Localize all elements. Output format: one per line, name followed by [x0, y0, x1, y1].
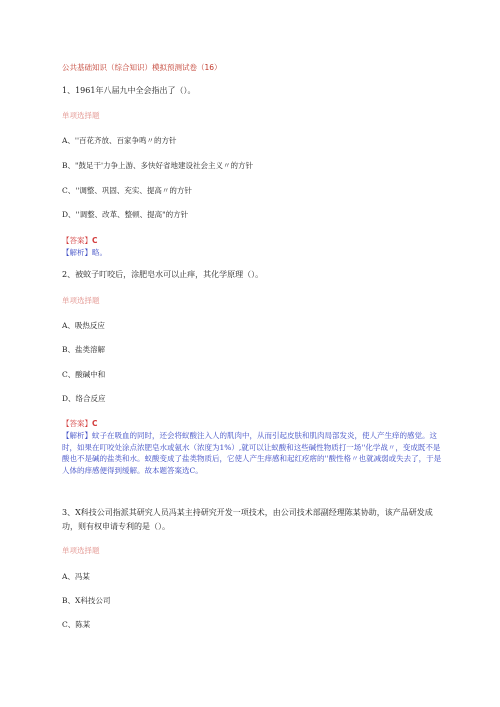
question-1-stem: 1、1961年八届九中全会指出了（）。 — [62, 86, 196, 95]
question-3-option-b: B、X科技公司 — [62, 596, 111, 605]
question-1-answer — [62, 236, 98, 246]
document-title: 公共基础知识（综合知识）模拟预测试卷（16） — [62, 63, 222, 72]
question-2-explanation — [62, 430, 442, 476]
question-1-option-d: D、''调整、改革、整顿、提高"的方针 — [62, 210, 189, 219]
question-1-explanation — [62, 248, 107, 258]
question-1-option-a: A、''百花齐放、百家争鸣〃的方针 — [62, 136, 177, 145]
answer-value: C — [92, 419, 98, 428]
question-2-option-b: B、盐类溶解 — [62, 345, 106, 354]
answer-tag: 【答案】 — [62, 236, 92, 245]
question-1-option-c: C、''调整、巩固、充实、提高〃的方针 — [62, 186, 192, 195]
answer-value: C — [92, 236, 98, 245]
question-3-option-c: C、陈某 — [62, 620, 91, 629]
question-2-stem: 2、被蚊子叮咬后，涂肥皂水可以止痒，其化学原理（）。 — [62, 270, 264, 279]
question-2-option-a: A、吸热反应 — [62, 321, 105, 330]
explain-tag: 【解析】 — [62, 248, 92, 257]
explain-tag: 【解析】 — [62, 431, 92, 440]
answer-tag: 【答案】 — [62, 419, 92, 428]
explain-text: 略。 — [92, 248, 107, 257]
question-3-type: 单项选择题 — [62, 546, 100, 555]
question-3-option-a: A、冯某 — [62, 572, 90, 581]
explain-text: 蚊子在吸血的同时，还会将蚁酸注入人的肌肉中，从而引起皮肤和肌肉局部发炎，使人产生痒的感觉。这时，如果在叮咬处涂点浓肥皂水或氨水（浓度为1%）,就可以让蚁酸和这些碱性物质打一场''化学战〃，变成既不是酸也不是碱的盐类和水。蚁酸变成了盐类物质后，它使人产生痒感和起红疙瘩的''酸性格〃也就减弱或失去了，于是人体的痒感便得到缓解。故本题答案选C。 — [62, 431, 442, 475]
question-1-option-b: B、"鼓足干'力争上游、多快好省地建设社会主义〃的方针 — [62, 161, 254, 170]
question-2-answer — [62, 419, 98, 429]
question-3-stem: 3、X科技公司指派其研究人员冯某主持研究开发一项技术，由公司技术部副经理陈某协助，该产品研发成功，则有权申请专利的是（）。 — [62, 508, 433, 531]
question-1-type: 单项选择题 — [62, 111, 100, 120]
question-2-option-c: C、酸碱中和 — [62, 370, 106, 379]
question-2-option-d: D、络合反应 — [62, 394, 106, 403]
question-2-type: 单项选择题 — [62, 296, 100, 305]
